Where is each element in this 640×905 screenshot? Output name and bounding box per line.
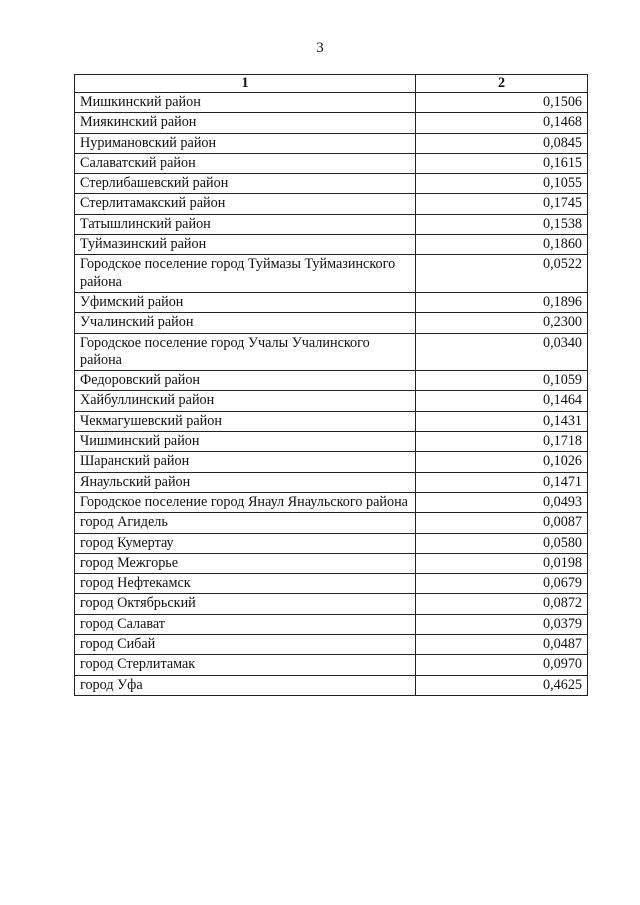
- table-row: [75, 235, 588, 255]
- coefficient-value: 0,0522: [416, 255, 588, 293]
- municipality-name: Мишкинский район: [75, 93, 416, 113]
- table-row: [75, 113, 588, 133]
- column-header-2: 2: [416, 75, 588, 93]
- coefficient-value: 0,0970: [416, 655, 588, 675]
- table-row: [75, 452, 588, 472]
- table-row: [75, 594, 588, 614]
- coefficient-value: 0,1055: [416, 174, 588, 194]
- municipality-name: город Сибай: [75, 635, 416, 655]
- municipality-name: Чекмагушевский район: [75, 411, 416, 431]
- municipality-name: Федоровский район: [75, 371, 416, 391]
- table-header-row: [75, 75, 588, 93]
- municipality-name: Уфимский район: [75, 292, 416, 312]
- coefficient-value: 0,1506: [416, 93, 588, 113]
- coefficient-value: 0,4625: [416, 675, 588, 695]
- coefficient-value: 0,1464: [416, 391, 588, 411]
- table-body: [75, 93, 588, 696]
- coefficient-value: 0,1471: [416, 472, 588, 492]
- table-row: [75, 194, 588, 214]
- coefficient-value: 0,1468: [416, 113, 588, 133]
- municipality-name: Миякинский район: [75, 113, 416, 133]
- coefficient-value: 0,1026: [416, 452, 588, 472]
- table-row: [75, 492, 588, 512]
- table-row: [75, 214, 588, 234]
- municipality-name: город Стерлитамак: [75, 655, 416, 675]
- municipality-name: Туймазинский район: [75, 235, 416, 255]
- page-number: 3: [316, 40, 324, 56]
- coefficients-table: [74, 74, 588, 696]
- municipality-name: Шаранский район: [75, 452, 416, 472]
- column-header-1: 1: [75, 75, 416, 93]
- coefficient-value: 0,0087: [416, 513, 588, 533]
- coefficient-value: 0,0340: [416, 333, 588, 371]
- coefficient-value: 0,1860: [416, 235, 588, 255]
- municipality-name: город Межгорье: [75, 553, 416, 573]
- coefficient-value: 0,1718: [416, 432, 588, 452]
- table-row: [75, 153, 588, 173]
- coefficient-value: 0,0487: [416, 635, 588, 655]
- table-row: [75, 614, 588, 634]
- table-row: [75, 174, 588, 194]
- table-row: [75, 313, 588, 333]
- coefficient-value: 0,0580: [416, 533, 588, 553]
- municipality-name: Нуримановский район: [75, 133, 416, 153]
- coefficient-value: 0,0872: [416, 594, 588, 614]
- table-row: [75, 472, 588, 492]
- table-row: [75, 553, 588, 573]
- municipality-name: Стерлибашевский район: [75, 174, 416, 194]
- table-row: [75, 635, 588, 655]
- table-row: [75, 371, 588, 391]
- municipality-name: Чишминский район: [75, 432, 416, 452]
- coefficient-value: 0,0493: [416, 492, 588, 512]
- municipality-name: Учалинский район: [75, 313, 416, 333]
- table-row: [75, 533, 588, 553]
- coefficient-value: 0,1538: [416, 214, 588, 234]
- municipality-name: Татышлинский район: [75, 214, 416, 234]
- coefficient-value: 0,0379: [416, 614, 588, 634]
- municipality-name: Городское поселение город Учалы Учалинского района: [75, 333, 416, 371]
- municipality-name: Городское поселение город Янаул Янаульского района: [75, 492, 416, 512]
- municipality-name: Стерлитамакский район: [75, 194, 416, 214]
- table-row: [75, 255, 588, 293]
- table-row: [75, 133, 588, 153]
- table-row: [75, 391, 588, 411]
- coefficient-value: 0,2300: [416, 313, 588, 333]
- coefficient-value: 0,1745: [416, 194, 588, 214]
- municipality-name: Хайбуллинский район: [75, 391, 416, 411]
- municipality-name: город Октябрьский: [75, 594, 416, 614]
- municipality-name: город Агидель: [75, 513, 416, 533]
- coefficient-value: 0,0198: [416, 553, 588, 573]
- table-row: [75, 513, 588, 533]
- coefficient-value: 0,1615: [416, 153, 588, 173]
- table-row: [75, 574, 588, 594]
- coefficient-value: 0,0679: [416, 574, 588, 594]
- table-row: [75, 292, 588, 312]
- municipality-name: Салаватский район: [75, 153, 416, 173]
- coefficient-value: 0,0845: [416, 133, 588, 153]
- municipality-name: город Уфа: [75, 675, 416, 695]
- coefficient-value: 0,1431: [416, 411, 588, 431]
- municipality-name: Городское поселение город Туймазы Туймазинского района: [75, 255, 416, 293]
- municipality-name: город Нефтекамск: [75, 574, 416, 594]
- municipality-name: город Салават: [75, 614, 416, 634]
- coefficient-value: 0,1896: [416, 292, 588, 312]
- coefficient-value: 0,1059: [416, 371, 588, 391]
- table-row: [75, 411, 588, 431]
- table-row: [75, 432, 588, 452]
- municipality-name: Янаульский район: [75, 472, 416, 492]
- table-row: [75, 333, 588, 371]
- table-row: [75, 675, 588, 695]
- table-row: [75, 655, 588, 675]
- municipality-name: город Кумертау: [75, 533, 416, 553]
- table-row: [75, 93, 588, 113]
